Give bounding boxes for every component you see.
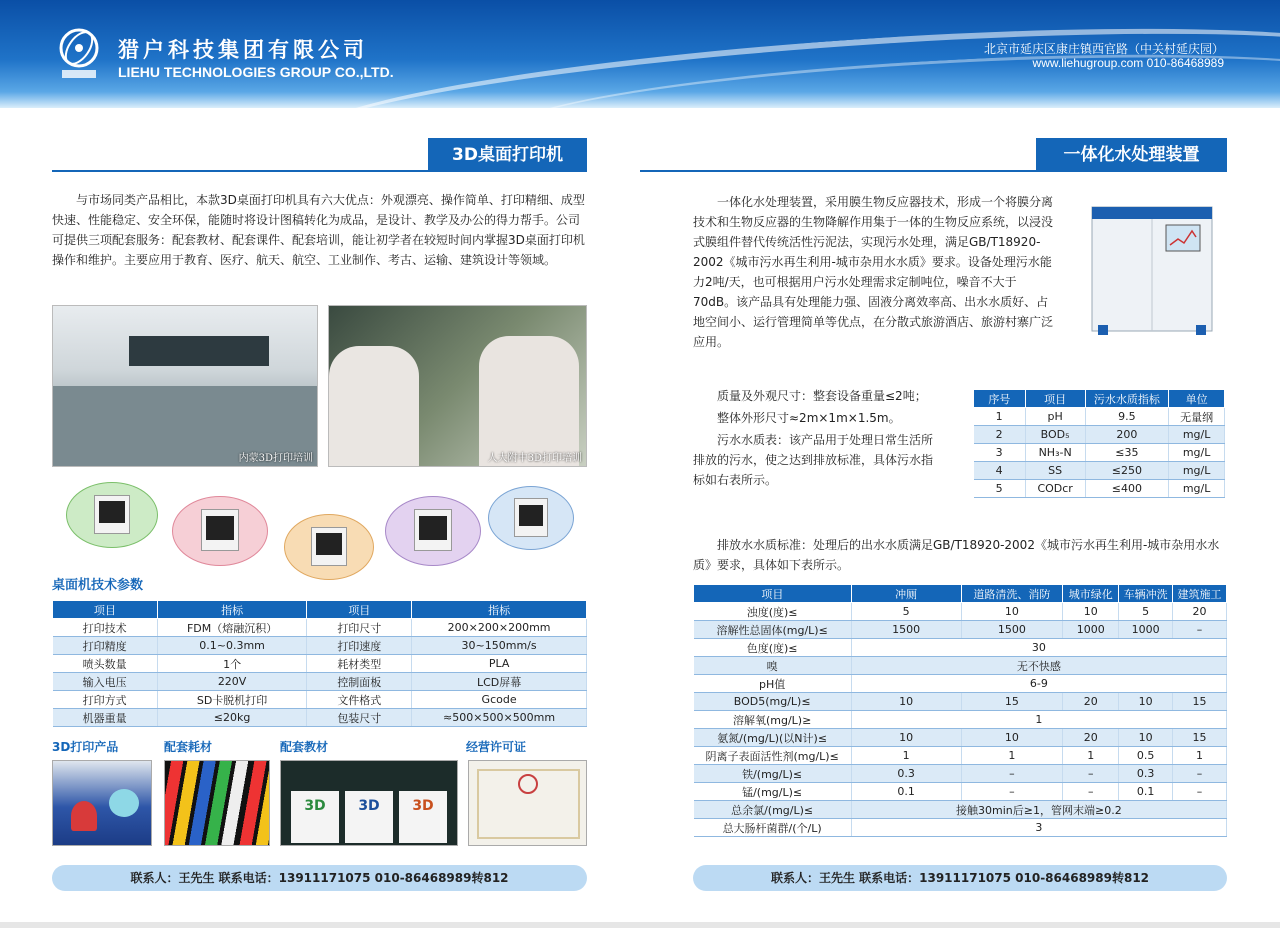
table-cell: 20 xyxy=(1063,693,1119,711)
table-header-row xyxy=(974,390,1225,408)
table-header-row xyxy=(694,585,1227,603)
printer-params-table xyxy=(52,600,587,727)
table-cell: – xyxy=(961,765,1063,783)
table-header: 指标 xyxy=(412,601,587,619)
table-cell: 1000 xyxy=(1063,621,1119,639)
table-header: 项目 xyxy=(53,601,158,619)
table-header-row xyxy=(53,601,587,619)
table-cell: 无不快感 xyxy=(851,657,1226,675)
book-cover: 3D xyxy=(291,791,339,843)
filament-spools-photo xyxy=(164,760,270,846)
table-cell: 输入电压 xyxy=(53,673,158,691)
table-cell: SD卡脱机打印 xyxy=(157,691,307,709)
table-cell: 控制面板 xyxy=(307,673,412,691)
table-cell: 0.3 xyxy=(1119,765,1173,783)
table-cell: 打印技术 xyxy=(53,619,158,637)
table-cell: 包装尺寸 xyxy=(307,709,412,727)
table-row xyxy=(694,711,1227,729)
label-consumables: 配套耗材 xyxy=(164,740,213,754)
table-header: 项目 xyxy=(694,585,852,603)
table-row xyxy=(694,819,1227,837)
table-cell: mg/L xyxy=(1169,462,1225,480)
table-cell: 1 xyxy=(1063,747,1119,765)
table-row xyxy=(53,673,587,691)
table-row xyxy=(53,637,587,655)
table-cell: 5 xyxy=(851,603,961,621)
table-row xyxy=(694,801,1227,819)
table-cell: 5 xyxy=(1119,603,1173,621)
textbooks-photo xyxy=(280,760,458,846)
label-textbooks: 配套教材 xyxy=(280,740,329,754)
table-cell: NH₃-N xyxy=(1025,444,1085,462)
table-cell: – xyxy=(1063,765,1119,783)
table-cell: 15 xyxy=(961,693,1063,711)
table-cell: 喷头数量 xyxy=(53,655,158,673)
table-header: 单位 xyxy=(1169,390,1225,408)
cyan-print xyxy=(109,789,139,817)
seal-icon xyxy=(517,773,539,795)
water-treatment-machine-image xyxy=(1078,195,1226,343)
table-cell: 10 xyxy=(851,729,961,747)
table-cell: 锰/(mg/L)≤ xyxy=(694,783,852,801)
spec-size: 整体外形尺寸≈2m×1m×1.5m。 xyxy=(717,411,901,425)
table-cell: 30~150mm/s xyxy=(412,637,587,655)
table-row xyxy=(974,462,1225,480)
training-photo-2 xyxy=(328,305,587,467)
book-cover: 3D xyxy=(345,791,393,843)
company-name-cn: 猎户科技集团有限公司 xyxy=(118,38,368,62)
table-cell: 15 xyxy=(1173,693,1227,711)
table-cell: BOD5(mg/L)≤ xyxy=(694,693,852,711)
table-cell: 10 xyxy=(851,693,961,711)
table-cell: ≤400 xyxy=(1085,480,1169,498)
table-cell: 总余氯/(mg/L)≤ xyxy=(694,801,852,819)
sewage-quality-table xyxy=(973,389,1225,498)
table-row xyxy=(974,444,1225,462)
spec-weight: 质量及外观尺寸：整套设备重量≤2吨； xyxy=(717,389,927,403)
table-row xyxy=(694,765,1227,783)
table-row xyxy=(974,480,1225,498)
table-header: 城市绿化 xyxy=(1063,585,1119,603)
table-cell: 0.1 xyxy=(851,783,961,801)
training-photo-1 xyxy=(52,305,318,467)
table-cell: pH值 xyxy=(694,675,852,693)
student-figure xyxy=(479,336,579,467)
table-row xyxy=(694,621,1227,639)
table-cell: 0.1~0.3mm xyxy=(157,637,307,655)
table-row xyxy=(53,709,587,727)
table-cell: ≤20kg xyxy=(157,709,307,727)
table-cell: 1 xyxy=(961,747,1063,765)
blackboard xyxy=(129,336,269,366)
table-cell: 文件格式 xyxy=(307,691,412,709)
table-cell: – xyxy=(961,783,1063,801)
table-row xyxy=(694,639,1227,657)
table-cell: – xyxy=(1173,765,1227,783)
table-cell: 0.5 xyxy=(1119,747,1173,765)
red-print xyxy=(71,801,97,831)
table-cell: FDM（熔融沉积） xyxy=(157,619,307,637)
table-cell: 色度(度)≤ xyxy=(694,639,852,657)
table-row xyxy=(53,619,587,637)
table-header: 车辆冲洗 xyxy=(1119,585,1173,603)
table-cell: 5 xyxy=(974,480,1026,498)
table-cell: 1500 xyxy=(851,621,961,639)
table-cell: 200 xyxy=(1085,426,1169,444)
table-cell: LCD屏幕 xyxy=(412,673,587,691)
table-cell: 无量纲 xyxy=(1169,408,1225,426)
water-intro: 一体化水处理装置，采用膜生物反应器技术，形成一个将膜分离技术和生物反应器的生物降解作用集于一体的生物反应系统，以浸没式膜组件替代传统活性污泥法，实现污水处理，满足GB/T18920-2002《城市污水再生利用-城市杂用水水质》要求。设备处理污水能力2吨/天，也可根据用户污水处理需求定制吨位，噪音不大于70dB。该产品具有处理能力强、固液分离效率高、出水水质好、占地空间小、运行管理简单等优点，在分散式旅游酒店、旅游村寨广泛应用。 xyxy=(693,195,1054,349)
printer-blue xyxy=(488,486,574,550)
page-footer-rule xyxy=(0,922,1280,928)
company-logo-icon xyxy=(54,26,104,82)
table-cell: 打印方式 xyxy=(53,691,158,709)
table-cell: ≤35 xyxy=(1085,444,1169,462)
table-cell: SS xyxy=(1025,462,1085,480)
table-cell: 1 xyxy=(1173,747,1227,765)
table-cell: 1 xyxy=(974,408,1026,426)
params-title: 桌面机技术参数 xyxy=(52,578,144,593)
table-cell: mg/L xyxy=(1169,480,1225,498)
table-header: 序号 xyxy=(974,390,1026,408)
table-header: 道路清洗、消防 xyxy=(961,585,1063,603)
table-row xyxy=(694,729,1227,747)
book-cover: 3D xyxy=(399,791,447,843)
table-row xyxy=(694,675,1227,693)
table-cell: – xyxy=(1063,783,1119,801)
table-cell: 1 xyxy=(851,747,961,765)
table-cell: 220V xyxy=(157,673,307,691)
photo-caption: 内蒙3D打印培训 xyxy=(238,453,313,464)
table-cell: 6-9 xyxy=(851,675,1226,693)
company-web-phone: www.liehugroup.com 010-86468989 xyxy=(1032,56,1224,70)
discharge-quality-table xyxy=(693,584,1227,837)
table-row xyxy=(694,747,1227,765)
table-cell: 总大肠杆菌群/(个/L) xyxy=(694,819,852,837)
table-cell: CODcr xyxy=(1025,480,1085,498)
table-cell: 打印尺寸 xyxy=(307,619,412,637)
printer-intro: 与市场同类产品相比，本款3D桌面打印机具有六大优点：外观漂亮、操作简单、打印精细、成型快速、性能稳定、安全环保，能随时将设计图稿转化为成品，是设计、教学及办公的得力帮手。公司可提供三项配套服务：配套教材、配套课件、配套培训，能让初学者在较短时间内掌握3D桌面打印机操作和维护。主要应用于教育、医疗、航天、航空、工业制作、考古、运输、建筑设计等领域。 xyxy=(52,193,585,267)
table-cell: 10 xyxy=(1063,603,1119,621)
table-cell: 10 xyxy=(961,603,1063,621)
table-cell: 10 xyxy=(1119,693,1173,711)
table-cell: PLA xyxy=(412,655,587,673)
table-cell: 阴离子表面活性剂(mg/L)≤ xyxy=(694,747,852,765)
table-cell: 10 xyxy=(961,729,1063,747)
table-row xyxy=(694,603,1227,621)
table-cell: 嗅 xyxy=(694,657,852,675)
table-cell: 溶解氧(mg/L)≥ xyxy=(694,711,852,729)
table-cell: 10 xyxy=(1119,729,1173,747)
table-header: 项目 xyxy=(1025,390,1085,408)
table-cell: 20 xyxy=(1173,603,1227,621)
table-header: 指标 xyxy=(157,601,307,619)
student-figure xyxy=(329,346,419,467)
license-certificate-photo xyxy=(468,760,587,846)
table-cell: 3 xyxy=(974,444,1026,462)
printer-pink xyxy=(172,496,268,566)
table-row xyxy=(974,426,1225,444)
table-cell: 15 xyxy=(1173,729,1227,747)
printer-purple xyxy=(385,496,481,566)
table-row xyxy=(974,408,1225,426)
table-cell: 1000 xyxy=(1119,621,1173,639)
company-name-en: LIEHU TECHNOLOGIES GROUP CO.,LTD. xyxy=(118,64,394,80)
printed-products-photo xyxy=(52,760,152,846)
table-header: 项目 xyxy=(307,601,412,619)
photo-caption: 人大附中3D打印培训 xyxy=(487,453,582,464)
table-cell: 接触30min后≥1，管网末端≥0.2 xyxy=(851,801,1226,819)
table-cell: ≤250 xyxy=(1085,462,1169,480)
table-row xyxy=(694,693,1227,711)
table-cell: 浊度(度)≤ xyxy=(694,603,852,621)
table-cell: 4 xyxy=(974,462,1026,480)
table-row xyxy=(53,691,587,709)
table-cell: 30 xyxy=(851,639,1226,657)
table-cell: mg/L xyxy=(1169,444,1225,462)
table-cell: 打印精度 xyxy=(53,637,158,655)
table-cell: 9.5 xyxy=(1085,408,1169,426)
table-cell: 铁/(mg/L)≤ xyxy=(694,765,852,783)
table-cell: 1 xyxy=(851,711,1226,729)
table-cell: pH xyxy=(1025,408,1085,426)
table-cell: 耗材类型 xyxy=(307,655,412,673)
table-cell: 1个 xyxy=(157,655,307,673)
table-row xyxy=(694,783,1227,801)
table-cell: 机器重量 xyxy=(53,709,158,727)
table-cell: 20 xyxy=(1063,729,1119,747)
table-cell: 2 xyxy=(974,426,1026,444)
table-row xyxy=(694,657,1227,675)
spec-sewage: 污水水质表：该产品用于处理日常生活所排放的污水，使之达到排放标准，具体污水指标如右表所示。 xyxy=(693,433,934,487)
table-cell: 打印速度 xyxy=(307,637,412,655)
section-title-3d-printer: 3D桌面打印机 xyxy=(428,138,587,172)
table-header: 冲厕 xyxy=(851,585,961,603)
table-row xyxy=(53,655,587,673)
contact-bar-right: 联系人：王先生 联系电话：13911171075 010-86468989转812 xyxy=(693,865,1227,891)
table-cell: 0.3 xyxy=(851,765,961,783)
table-cell: – xyxy=(1173,621,1227,639)
section-title-water-treatment: 一体化水处理装置 xyxy=(1036,138,1227,172)
discharge-standard-text: 排放水水质标准：处理后的出水水质满足GB/T18920-2002《城市污水再生利用-城市杂用水水质》要求，具体如下表所示。 xyxy=(693,538,1220,572)
header-banner xyxy=(0,0,1280,108)
table-cell: – xyxy=(1173,783,1227,801)
printer-orange xyxy=(284,514,374,580)
label-license: 经营许可证 xyxy=(466,740,527,754)
printer-green xyxy=(66,482,158,548)
table-cell: mg/L xyxy=(1169,426,1225,444)
table-cell: 3 xyxy=(851,819,1226,837)
contact-bar-left: 联系人：王先生 联系电话：13911171075 010-86468989转812 xyxy=(52,865,587,891)
table-header: 建筑施工 xyxy=(1173,585,1227,603)
label-products: 3D打印产品 xyxy=(52,740,119,754)
company-address: 北京市延庆区康庄镇西官路（中关村延庆园） xyxy=(983,42,1224,56)
table-cell: 氨氮/(mg/L)(以N计)≤ xyxy=(694,729,852,747)
table-header: 污水水质指标 xyxy=(1085,390,1169,408)
table-cell: 溶解性总固体(mg/L)≤ xyxy=(694,621,852,639)
table-cell: 0.1 xyxy=(1119,783,1173,801)
table-cell: ≈500×500×500mm xyxy=(412,709,587,727)
table-cell: Gcode xyxy=(412,691,587,709)
table-cell: 1500 xyxy=(961,621,1063,639)
table-cell: BOD₅ xyxy=(1025,426,1085,444)
table-cell: 200×200×200mm xyxy=(412,619,587,637)
